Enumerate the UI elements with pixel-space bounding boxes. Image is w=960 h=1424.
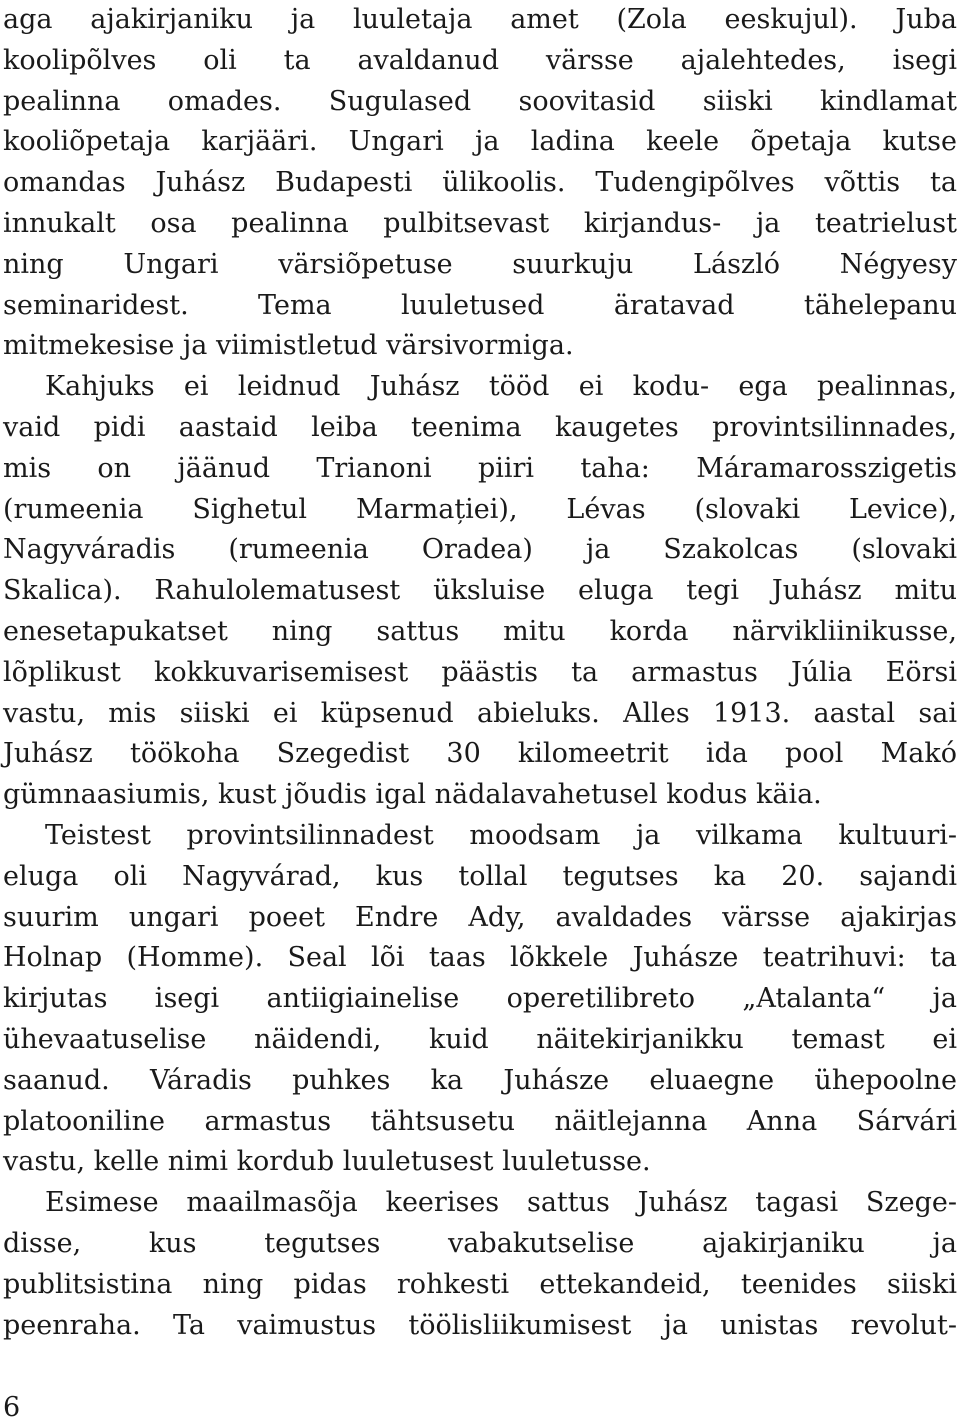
text-line: pealinna omades. Sugulased soovitasid siiski kindlamat <box>3 85 957 117</box>
text-line: lõplikust kokkuvarisemisest päästis ta armastus Júlia Eörsi <box>3 656 957 688</box>
text-line: mis on jäänud Trianoni piiri taha: Máramarosszigetis <box>3 452 957 484</box>
text-line: ning Ungari värsiõpetuse suurkuju László Négyesy <box>3 248 957 280</box>
text-line: mitmekesise ja viimistletud värsivormiga. <box>3 330 574 362</box>
text-line: Nagyváradis (rumeenia Oradea) ja Szakolcas (slovaki <box>3 534 957 566</box>
text-line: (rumeenia Sighetul Marmației), Lévas (slovaki Levice), <box>3 493 957 525</box>
text-line: eluga oli Nagyvárad, kus tollal tegutses ka 20. sajandi <box>3 860 957 892</box>
text-line: innukalt osa pealinna pulbitsevast kirjandus- ja teatrielust <box>3 207 957 239</box>
page-number: 6 <box>3 1392 21 1423</box>
text-line: kirjutas isegi antiigiainelise operetilibreto „Atalanta“ ja <box>3 983 957 1015</box>
text-line: vastu, kelle nimi kordub luuletusest luuletusse. <box>3 1146 651 1178</box>
text-line: omandas Juhász Budapesti ülikoolis. Tudengipõlves võttis ta <box>3 167 957 199</box>
text-line: Holnap (Homme). Seal lõi taas lõkkele Juhásze teatrihuvi: ta <box>3 942 957 974</box>
text-line: kooliõpetaja karjääri. Ungari ja ladina keele õpetaja kutse <box>3 126 957 158</box>
text-line: enesetapukatset ning sattus mitu korda närvikliinikusse, <box>3 615 957 647</box>
text-line: Teistest provintsilinnadest moodsam ja vilkama kultuuri- <box>45 819 957 851</box>
text-line: ühevaatuselise näidendi, kuid näitekirjanikku temast ei <box>3 1023 957 1055</box>
text-line: disse, kus tegutses vabakutselise ajakirjaniku ja <box>3 1227 957 1259</box>
text-line: gümnaasiumis, kust jõudis igal nädalavahetusel kodus käia. <box>3 779 822 811</box>
text-line: Skalica). Rahulolematusest üksluise eluga tegi Juhász mitu <box>3 575 957 607</box>
text-line: suurim ungari poeet Endre Ady, avaldades värsse ajakirjas <box>3 901 957 933</box>
text-line: Esimese maailmasõja keerises sattus Juhász tagasi Szege- <box>45 1187 957 1219</box>
text-line: aga ajakirjaniku ja luuletaja amet (Zola eeskujul). Juba <box>3 4 957 35</box>
text-line: Juhász töökoha Szegedist 30 kilomeetrit ida pool Makó <box>3 738 957 770</box>
text-line: saanud. Váradis puhkes ka Juhásze eluaegne ühepoolne <box>3 1064 957 1096</box>
text-line: vastu, mis siiski ei küpsenud abieluks. Alles 1913. aastal sai <box>3 697 957 729</box>
text-line: seminaridest. Tema luuletused äratavad tähelepanu <box>3 289 957 321</box>
text-line: publitsistina ning pidas rohkesti ettekandeid, teenides siiski <box>3 1268 957 1300</box>
text-line: vaid pidi aastaid leiba teenima kaugetes provintsilinnades, <box>3 411 957 443</box>
text-line: peenraha. Ta vaimustus töölisliikumisest ja unistas revolut- <box>3 1309 957 1341</box>
body-text <box>3 0 957 1346</box>
text-line: koolipõlves oli ta avaldanud värsse ajalehtedes, isegi <box>3 44 957 76</box>
text-line: Kahjuks ei leidnud Juhász tööd ei kodu- ega pealinnas, <box>45 371 957 403</box>
text-line: platooniline armastus tähtsusetu näitlejanna Anna Sárvári <box>3 1105 957 1137</box>
